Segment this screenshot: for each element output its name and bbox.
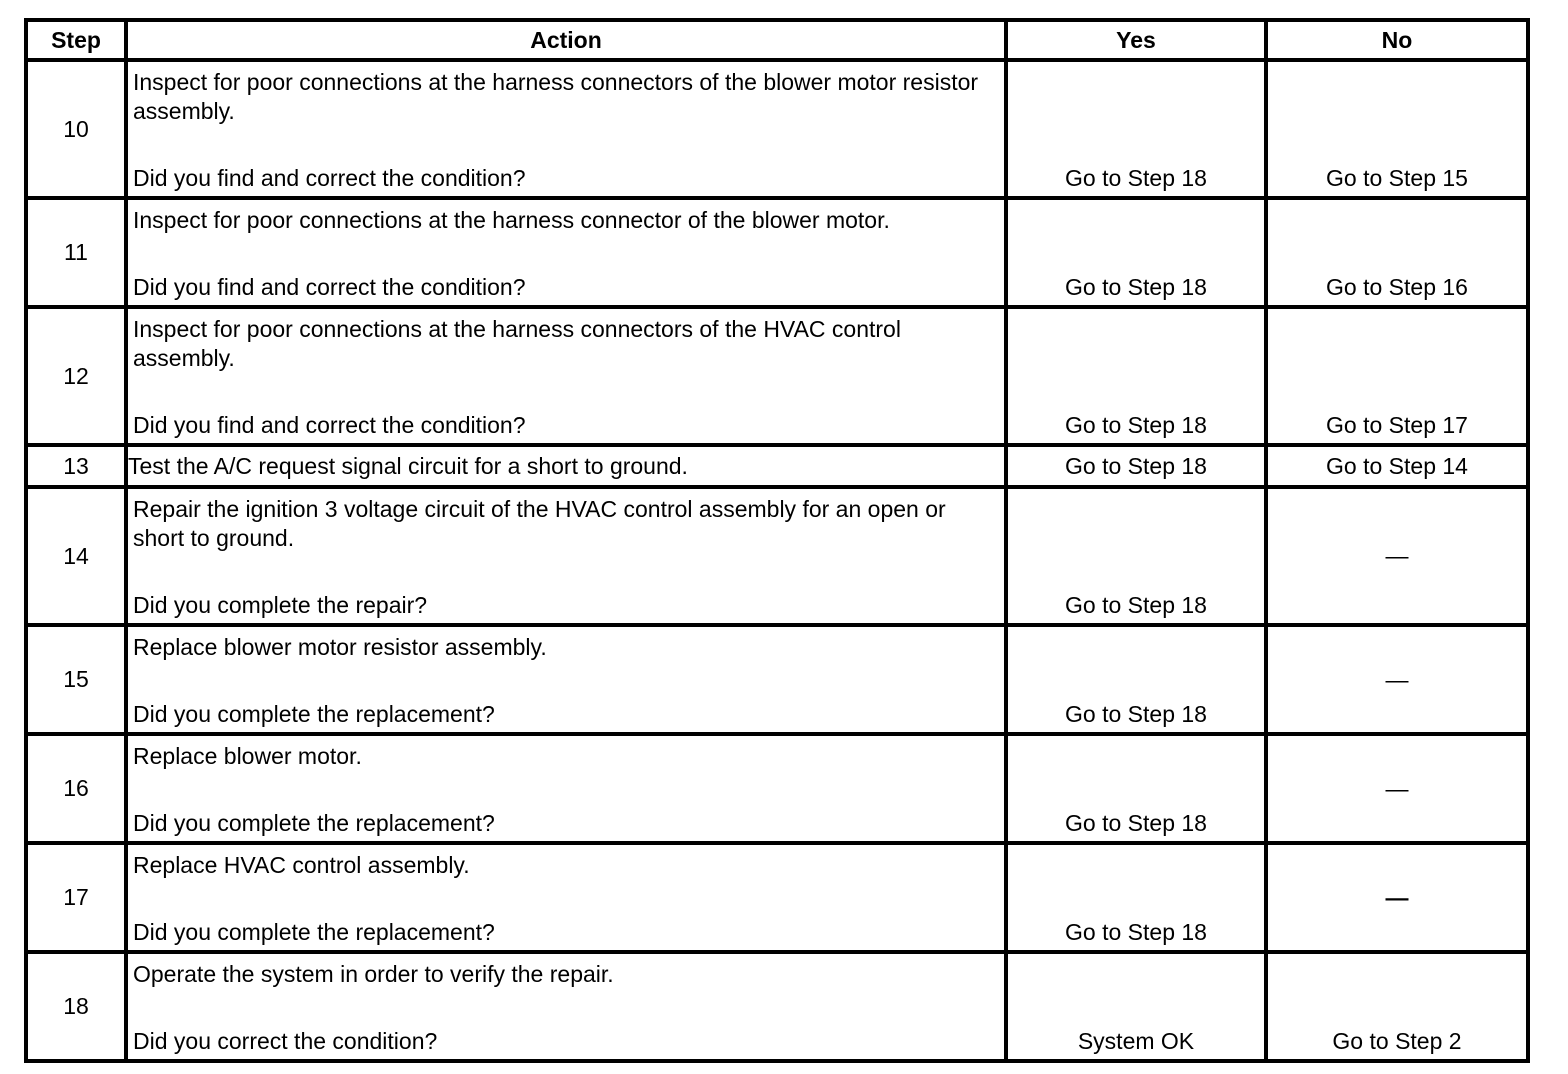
no-cell [1266,734,1528,843]
table-row [26,60,1528,198]
no-result: Go to Step 16 [1326,274,1468,300]
step-number: 18 [26,952,126,1061]
no-cell [1266,307,1528,445]
action-cell [126,198,1006,307]
header-yes: Yes [1006,20,1266,60]
yes-cell [1006,625,1266,734]
step-number: 17 [26,843,126,952]
table-row [26,734,1528,843]
no-result: — [1385,775,1409,801]
yes-result: Go to Step 18 [1065,592,1207,618]
no-result: Go to Step 14 [1266,445,1528,487]
yes-cell [1006,843,1266,952]
no-cell [1266,487,1528,625]
yes-cell [1006,487,1266,625]
step-number: 16 [26,734,126,843]
yes-cell [1006,734,1266,843]
action-cell [126,60,1006,198]
action-instruction: Operate the system in order to verify the repair. [133,961,614,987]
action-instruction: Inspect for poor connections at the harness connectors of the HVAC control assembly. [133,316,901,371]
no-result: — [1385,542,1409,569]
no-result: Go to Step 2 [1332,1028,1462,1054]
no-cell [1266,60,1528,198]
header-action: Action [126,20,1006,60]
yes-cell [1006,307,1266,445]
action-question: Did you find and correct the condition? [133,274,526,300]
header-step: Step [26,20,126,60]
action-question: Did you complete the replacement? [133,810,495,836]
yes-cell [1006,198,1266,307]
action-instruction: Test the A/C request signal circuit for a short to ground. [126,445,1006,487]
action-question: Did you find and correct the condition? [133,412,526,438]
yes-result: System OK [1077,1028,1195,1054]
action-question: Did you find and correct the condition? [133,165,526,191]
action-question: Did you complete the repair? [133,592,428,618]
action-instruction: Replace HVAC control assembly. [133,852,470,878]
action-instruction: Inspect for poor connections at the harness connector of the blower motor. [133,207,890,233]
yes-result: Go to Step 18 [1065,701,1207,727]
step-number: 12 [26,307,126,445]
action-question: Did you complete the replacement? [133,919,495,945]
no-cell [1266,843,1528,952]
no-cell [1266,625,1528,734]
action-cell [126,307,1006,445]
header-row [26,20,1528,60]
action-cell [126,734,1006,843]
step-number: 13 [26,445,126,487]
header-no: No [1266,20,1528,60]
no-result: Go to Step 15 [1326,165,1468,191]
yes-result: Go to Step 18 [1006,445,1266,487]
no-result: Go to Step 17 [1326,412,1468,438]
step-number: 14 [26,487,126,625]
table-row [26,198,1528,307]
no-cell [1266,198,1528,307]
action-instruction: Replace blower motor resistor assembly. [133,634,547,660]
action-cell [126,952,1006,1061]
no-cell [1266,952,1528,1061]
diagnostic-table [24,18,1530,1063]
yes-result: Go to Step 18 [1065,165,1207,191]
table-row [26,843,1528,952]
table-row [26,952,1528,1061]
yes-cell [1006,952,1266,1061]
table-row [26,625,1528,734]
action-cell [126,625,1006,734]
action-question: Did you correct the condition? [133,1028,438,1054]
no-result: — [1385,884,1409,910]
action-instruction: Inspect for poor connections at the harness connectors of the blower motor resistor assembly. [133,69,979,124]
table-row [26,307,1528,445]
action-question: Did you complete the replacement? [133,701,495,727]
table-row [26,445,1528,487]
step-number: 15 [26,625,126,734]
action-cell [126,487,1006,625]
action-cell [126,843,1006,952]
yes-result: Go to Step 18 [1065,919,1207,945]
step-number: 11 [26,198,126,307]
table-row [26,487,1528,625]
action-instruction: Replace blower motor. [133,743,362,769]
yes-result: Go to Step 18 [1065,412,1207,438]
yes-result: Go to Step 18 [1065,274,1207,300]
yes-cell [1006,60,1266,198]
action-instruction: Repair the ignition 3 voltage circuit of the HVAC control assembly for an open or short to ground. [133,496,946,551]
step-number: 10 [26,60,126,198]
yes-result: Go to Step 18 [1065,810,1207,836]
no-result: — [1385,666,1409,692]
